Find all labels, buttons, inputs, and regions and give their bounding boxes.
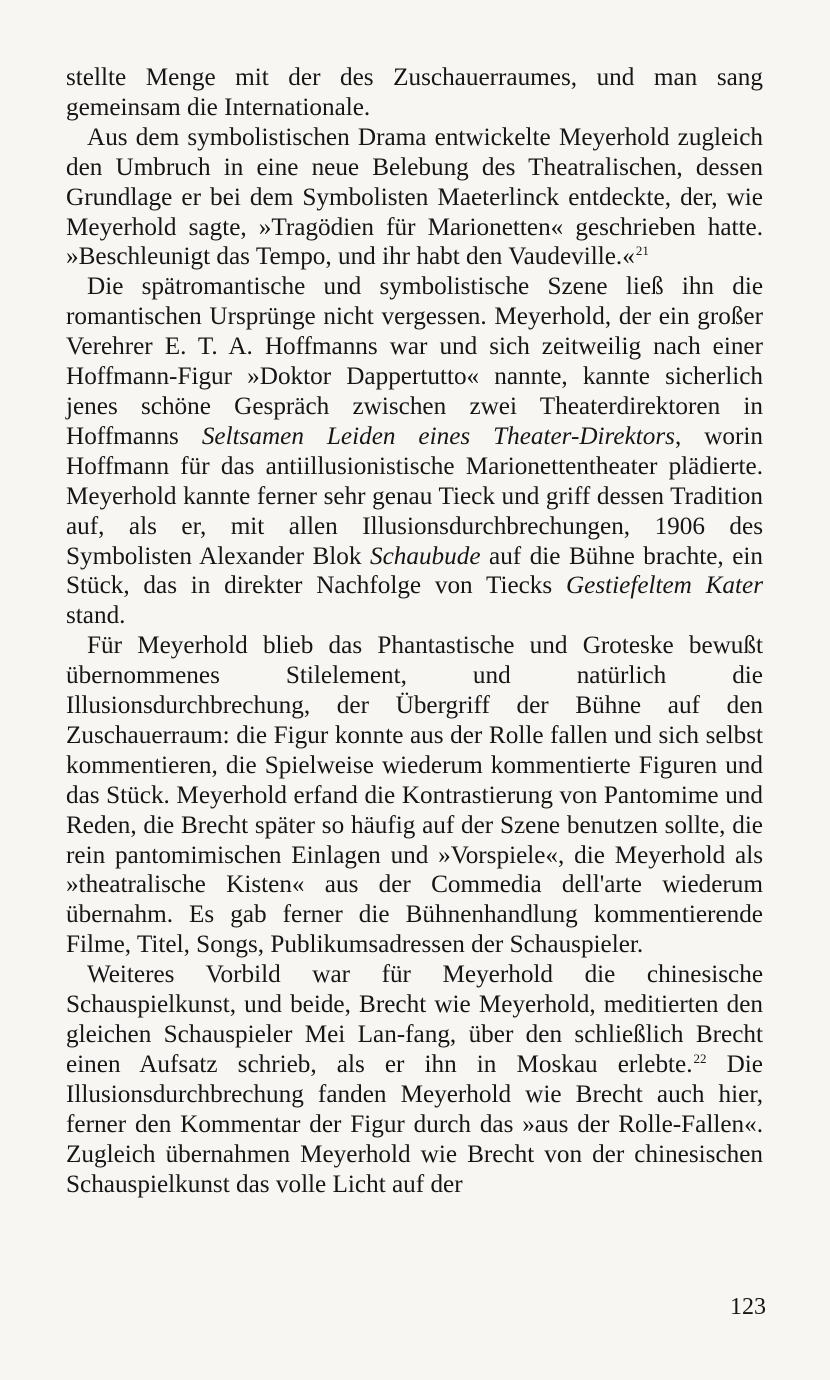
page-number: 123 (730, 1294, 766, 1320)
paragraph-3-text-a: Die spätromantische und symbolistische Szene ließ ihn die romantischen Ursprünge nicht vergessen. Meyerhold, der ein großer Verehrer E. T. A. Hoffmanns war und sich zeitweilig nach einer Hoffmann-Figur »Doktor Dappertutto« nannte, kannte sicherlich jenes schöne Gespräch zwischen zwei Theaterdirektoren in Hoffmanns (66, 273, 763, 450)
footnote-marker-22: 22 (693, 1050, 707, 1066)
paragraph-2-text: Aus dem symbolistischen Drama entwickelte Meyerhold zugleich den Umbruch in eine neue Belebung des Theatralischen, dessen Grundlage er bei dem Symbolisten Maeterlinck entdeckte, der, wie Meyerhold sagte, »Tragödien für Marionetten« geschrieben hatte. »Beschleunigt das Tempo, und ihr habt den Vaudeville.« (66, 123, 763, 271)
paragraph-1-text: stellte Menge mit der des Zuschauerraumes, und man sang gemeinsam die Internationale. (66, 64, 763, 121)
footnote-marker-21: 21 (635, 243, 649, 259)
play-title-schaubude: Schaubude (370, 542, 481, 570)
page-body (66, 63, 763, 1199)
paragraph-3-text-b: , worin Hoffmann für das antiillusionistische Marionettentheater plädierte. Meyerhold kannte ferner sehr genau Tieck und griff dessen Tradition auf, als er, mit allen Illusionsdurchbrechungen, 1906 des Symbolisten Alexander Blok (66, 422, 764, 570)
paragraph-4 (66, 631, 763, 960)
paragraph-3-text-c: auf die Bühne brachte, ein Stück, das in direkter Nachfolge von Tiecks (66, 542, 763, 600)
book-title-hoffmann: Seltsamen Leiden eines Theater-Direktors (201, 422, 675, 450)
paragraph-3 (66, 272, 763, 631)
paragraph-5-text-b: Die Illusionsdurchbrechung fanden Meyerhold wie Brecht auch hier, ferner den Kommentar der Figur durch das »aus der Rolle-Fallen«. Zugleich übernahmen Meyerhold wie Brecht von der chinesischen Schauspielkunst das volle Licht auf der (66, 1050, 763, 1198)
paragraph-1 (66, 63, 763, 123)
paragraph-5-text-a: Weiteres Vorbild war für Meyerhold die chinesische Schauspielkunst, und beide, Brecht wie Meyerhold, meditierten den gleichen Schauspieler Mei Lan-fang, über den schließlich Brecht einen Aufsatz schrieb, als er ihn in Moskau erlebte. (66, 961, 763, 1078)
paragraph-4-text: Für Meyerhold blieb das Phantastische und Groteske bewußt übernommenes Stilelement, und natürlich die Illusionsdurchbrechung, der Übergriff der Bühne auf den Zuschauerraum: die Figur konnte aus der Rolle fallen und sich selbst kommentieren, die Spielweise wiederum kommentierte Figuren und das Stück. Meyerhold erfand die Kontrastierung von Pantomime und Reden, die Brecht später so häufig auf der Szene benutzen sollte, die rein pantomimischen Einlagen und »Vorspiele«, die Meyerhold als »theatralische Kisten« aus der Commedia dell'arte wiederum übernahm. Es gab ferner die Bühnenhandlung kommentierende Filme, Titel, Songs, Publikumsadressen der Schauspieler. (66, 632, 763, 959)
paragraph-2 (66, 123, 763, 273)
paragraph-3-text-d: stand. (66, 602, 126, 630)
paragraph-5 (66, 960, 763, 1199)
play-title-kater: Gestiefeltem Kater (565, 572, 763, 600)
